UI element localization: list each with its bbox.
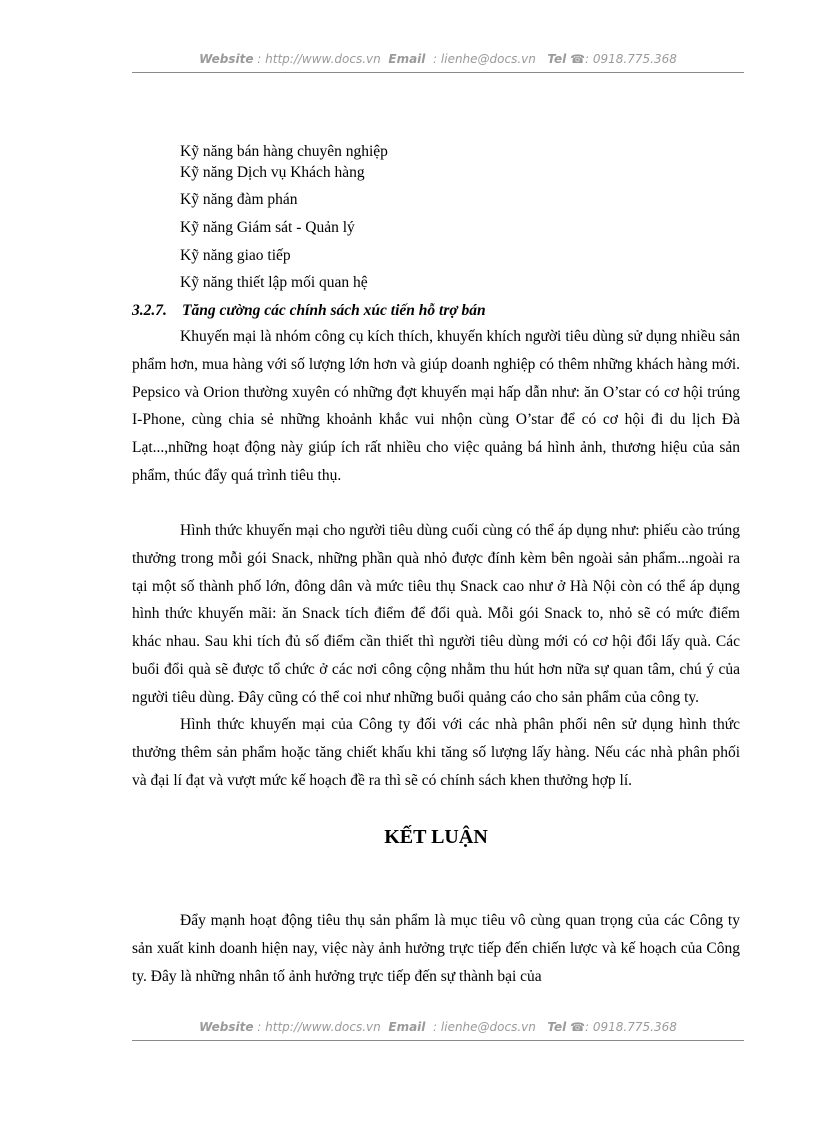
- page-footer: [132, 1020, 744, 1034]
- conclusion-heading: KẾT LUẬN: [384, 826, 488, 848]
- section-title: Tăng cường các chính sách xúc tiến hỗ trợ bán: [182, 302, 486, 319]
- skill-item: Kỹ năng bán hàng chuyên nghiệp: [180, 143, 388, 160]
- paragraph-promotion-intro: Khuyến mại là nhóm công cụ kích thích, khuyến khích người tiêu dùng sử dụng nhiều sản phẩm hơn, mua hàng với số lượng lớn hơn và giúp doanh nghiệp có thêm những khách hàng mới. Pepsico và Orion thường xuyên có những đợt khuyến mại hấp dẫn như: ăn O’star có cơ hội trúng I-Phone, cùng chia sẻ những khoảnh khắc vui nhộn cùng O’star để có cơ hội đi du lịch Đà Lạt...,những hoạt động này giúp ích rất nhiều cho việc quảng bá hình ảnh, thương hiệu của sản phẩm, thúc đẩy quá trình tiêu thụ.: [132, 328, 740, 484]
- footer-rule: [132, 1040, 744, 1041]
- header-rule: [132, 72, 744, 73]
- skill-item: Kỹ năng Giám sát - Quản lý: [180, 219, 355, 236]
- page-header: [132, 52, 744, 66]
- footer-website-url[interactable]: : http://www.docs.vn: [257, 1020, 381, 1034]
- header-email-label: Email: [388, 52, 426, 66]
- footer-tel-label: Tel: [547, 1020, 567, 1034]
- footer-email-value[interactable]: : lienhe@docs.vn: [433, 1020, 536, 1034]
- header-tel-label: Tel: [547, 52, 567, 66]
- footer-tel-value: : 0918.775.368: [585, 1020, 677, 1034]
- section-number: 3.2.7.: [132, 302, 167, 319]
- header-email-value[interactable]: : lienhe@docs.vn: [433, 52, 536, 66]
- phone-icon: ☎: [570, 52, 586, 66]
- skill-item: Kỹ năng Dịch vụ Khách hàng: [180, 164, 365, 181]
- skill-item: Kỹ năng giao tiếp: [180, 247, 291, 264]
- header-website-label: Website: [199, 52, 254, 66]
- skill-item: Kỹ năng đàm phán: [180, 191, 298, 208]
- paragraph-distributor-promotion: Hình thức khuyến mại của Công ty đối với các nhà phân phối nên sử dụng hình thức thưởng thêm sản phẩm hoặc tăng chiết khấu khi tăng số lượng lấy hàng. Nếu các nhà phân phối và đại lí đạt và vượt mức kế hoạch đề ra thì sẽ có chính sách khen thưởng hợp lí.: [132, 716, 740, 789]
- phone-icon: ☎: [570, 1020, 586, 1034]
- paragraph-consumer-promotion: Hình thức khuyến mại cho người tiêu dùng cuối cùng có thể áp dụng như: phiếu cào trúng thưởng trong mỗi gói Snack, những phần quà nhỏ được đính kèm bên ngoài sản phẩm...ngoài ra tại một số thành phố lớn, đông dân và mức tiêu thụ Snack cao như ở Hà Nội còn có thể áp dụng hình thức khuyến mãi: ăn Snack tích điểm để đổi quà. Mỗi gói Snack to, nhỏ sẽ có mức điểm khác nhau. Sau khi tích đủ số điểm cần thiết thì người tiêu dùng mới có cơ hội đổi lấy quà. Các buổi đổi quà sẽ được tổ chức ở các nơi công cộng nhằm thu hút hơn nữa sự quan tâm, chú ý của người tiêu dùng. Đây cũng có thể coi như những buổi quảng cáo cho sản phẩm của công ty.: [132, 522, 740, 706]
- header-tel-value: : 0918.775.368: [585, 52, 677, 66]
- footer-email-label: Email: [388, 1020, 426, 1034]
- conclusion-paragraph: Đẩy mạnh hoạt động tiêu thụ sản phẩm là mục tiêu vô cùng quan trọng của các Công ty sản xuất kinh doanh hiện nay, việc này ảnh hưởng trực tiếp đến chiến lược và kế hoạch của Công ty. Đây là những nhân tố ảnh hưởng trực tiếp đến sự thành bại của: [132, 912, 740, 985]
- header-website-url[interactable]: : http://www.docs.vn: [257, 52, 381, 66]
- skill-item: Kỹ năng thiết lập mối quan hệ: [180, 274, 368, 291]
- section-heading: [132, 302, 486, 320]
- footer-website-label: Website: [199, 1020, 254, 1034]
